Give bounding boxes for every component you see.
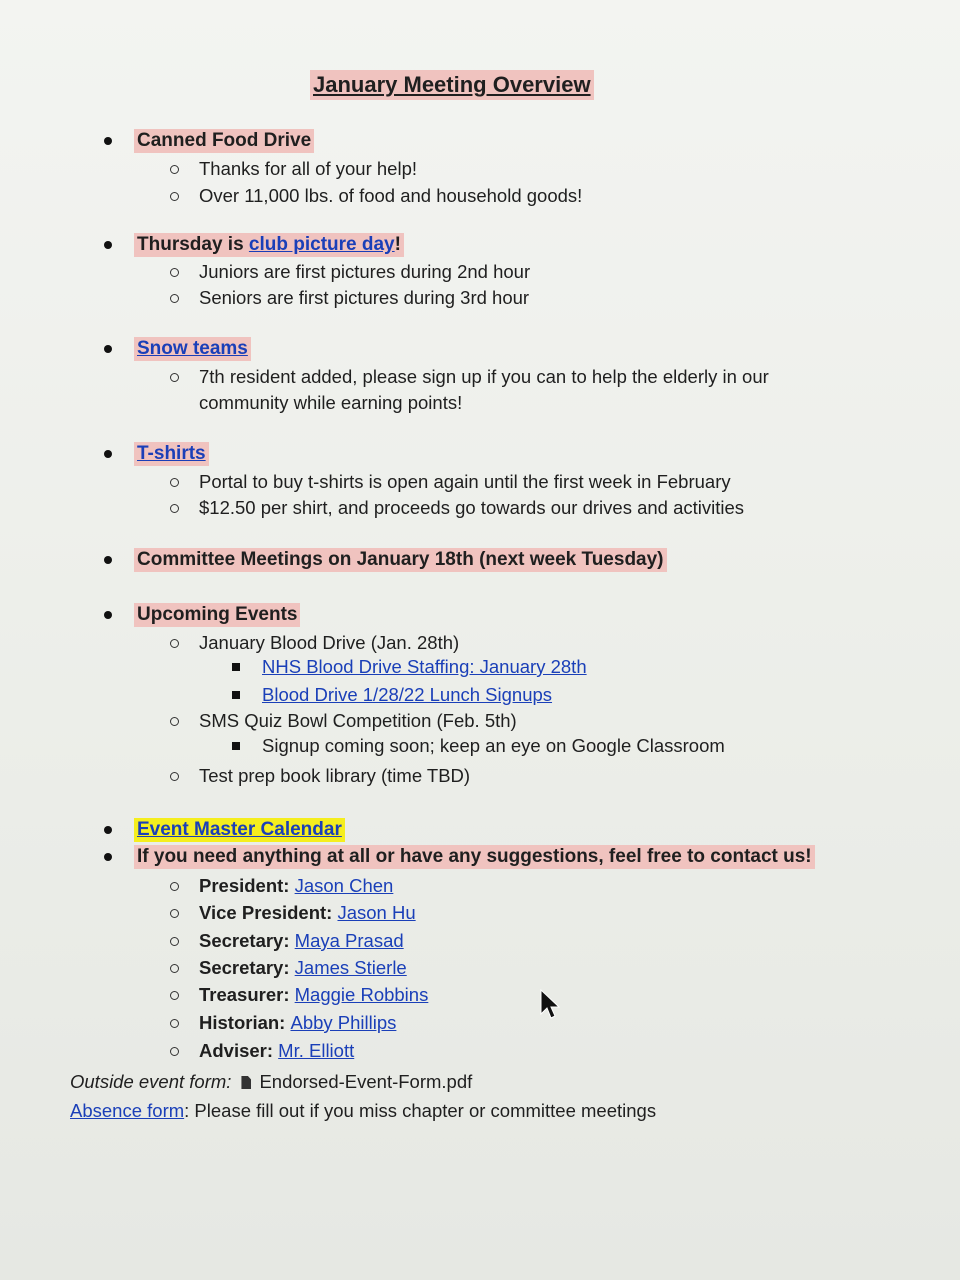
blood-drive-lunch-signups-link[interactable]: Blood Drive 1/28/22 Lunch Signups (262, 684, 553, 705)
list-item: Thanks for all of your help! (170, 156, 417, 182)
bullet-icon (104, 137, 112, 145)
circle-bullet-icon (170, 964, 179, 973)
circle-bullet-icon (170, 1019, 179, 1028)
contact-heading: If you need anything at all or have any suggestions, feel free to contact us! (134, 845, 815, 869)
file-icon (241, 1076, 251, 1089)
bullet-icon (104, 345, 112, 353)
list-item (232, 683, 552, 707)
circle-bullet-icon (170, 192, 179, 201)
bullet-canned-food (104, 129, 314, 153)
list-item: $12.50 per shirt, and proceeds go towards our drives and activities (170, 495, 744, 521)
list-item: Juniors are first pictures during 2nd hour (170, 259, 530, 285)
circle-bullet-icon (170, 991, 179, 1000)
outside-event-label: Outside event form: (70, 1071, 232, 1092)
officer-link[interactable]: Maya Prasad (294, 930, 404, 951)
canned-heading: Canned Food Drive (134, 129, 314, 153)
bullet-contact (104, 845, 815, 869)
committee-heading: Committee Meetings on January 18th (next week Tuesday) (134, 548, 667, 572)
blood-drive-staffing-link[interactable]: NHS Blood Drive Staffing: January 28th (262, 656, 587, 677)
officer-link[interactable]: Mr. Elliott (278, 1040, 355, 1061)
event-master-calendar-link[interactable]: Event Master Calendar (137, 819, 342, 840)
circle-bullet-icon (170, 772, 179, 781)
circle-bullet-icon (170, 882, 179, 891)
page-title: January Meeting Overview (310, 70, 594, 100)
square-bullet-icon (232, 663, 240, 671)
square-bullet-icon (232, 691, 240, 699)
list-item (232, 655, 587, 679)
circle-bullet-icon (170, 373, 179, 382)
officer-row: Historian: Abby Phillips (170, 1010, 396, 1036)
officer-row: Adviser: Mr. Elliott (170, 1038, 354, 1064)
officer-link[interactable]: Abby Phillips (290, 1012, 397, 1033)
officer-row: Treasurer: Maggie Robbins (170, 982, 428, 1008)
officer-link[interactable]: James Stierle (294, 957, 407, 978)
bullet-icon (104, 826, 112, 834)
mouse-pointer-icon (541, 990, 561, 1020)
tshirts-link[interactable]: T-shirts (137, 443, 206, 464)
bullet-calendar (104, 818, 345, 842)
bullet-thursday: Thursday is club picture day! (104, 233, 404, 257)
upcoming-heading: Upcoming Events (134, 603, 300, 627)
bullet-tshirts (104, 442, 209, 466)
bullet-committee (104, 548, 667, 572)
bullet-icon (104, 450, 112, 458)
officer-link[interactable]: Maggie Robbins (294, 984, 429, 1005)
circle-bullet-icon (170, 1047, 179, 1056)
officer-row: Secretary: Maya Prasad (170, 928, 404, 954)
circle-bullet-icon (170, 478, 179, 487)
square-bullet-icon (232, 742, 240, 750)
circle-bullet-icon (170, 504, 179, 513)
circle-bullet-icon (170, 639, 179, 648)
bullet-icon (104, 853, 112, 861)
list-item: Seniors are first pictures during 3rd hour (170, 285, 529, 311)
list-item: Test prep book library (time TBD) (170, 763, 470, 789)
bullet-snow-teams (104, 337, 251, 361)
outside-event-form-row (70, 1070, 472, 1094)
circle-bullet-icon (170, 937, 179, 946)
bullet-upcoming (104, 603, 300, 627)
snow-teams-link[interactable]: Snow teams (137, 338, 248, 359)
bullet-icon (104, 611, 112, 619)
circle-bullet-icon (170, 294, 179, 303)
absence-form-row: Absence form: Please fill out if you miss chapter or committee meetings (70, 1100, 657, 1121)
circle-bullet-icon (170, 909, 179, 918)
circle-bullet-icon (170, 165, 179, 174)
list-item: SMS Quiz Bowl Competition (Feb. 5th) (170, 708, 517, 734)
list-item: Signup coming soon; keep an eye on Google Classroom (232, 734, 725, 758)
club-picture-day-link[interactable]: club picture day (248, 234, 395, 255)
officer-link[interactable]: Jason Chen (294, 875, 394, 896)
officer-row: President: Jason Chen (170, 873, 393, 899)
bullet-icon (104, 241, 112, 249)
list-item: January Blood Drive (Jan. 28th) (170, 630, 459, 656)
list-item: 7th resident added, please sign up if you can to help the elderly in our community while earning points! (170, 364, 859, 416)
list-item: Over 11,000 lbs. of food and household goods! (170, 183, 582, 209)
outside-event-file-chip[interactable]: Endorsed-Event-Form.pdf (259, 1071, 473, 1092)
circle-bullet-icon (170, 268, 179, 277)
officer-row: Secretary: James Stierle (170, 955, 407, 981)
officer-row: Vice President: Jason Hu (170, 900, 416, 926)
list-item: Portal to buy t-shirts is open again until the first week in February (170, 469, 731, 495)
officer-link[interactable]: Jason Hu (337, 902, 416, 923)
circle-bullet-icon (170, 717, 179, 726)
absence-form-link[interactable]: Absence form (70, 1100, 185, 1121)
bullet-icon (104, 556, 112, 564)
